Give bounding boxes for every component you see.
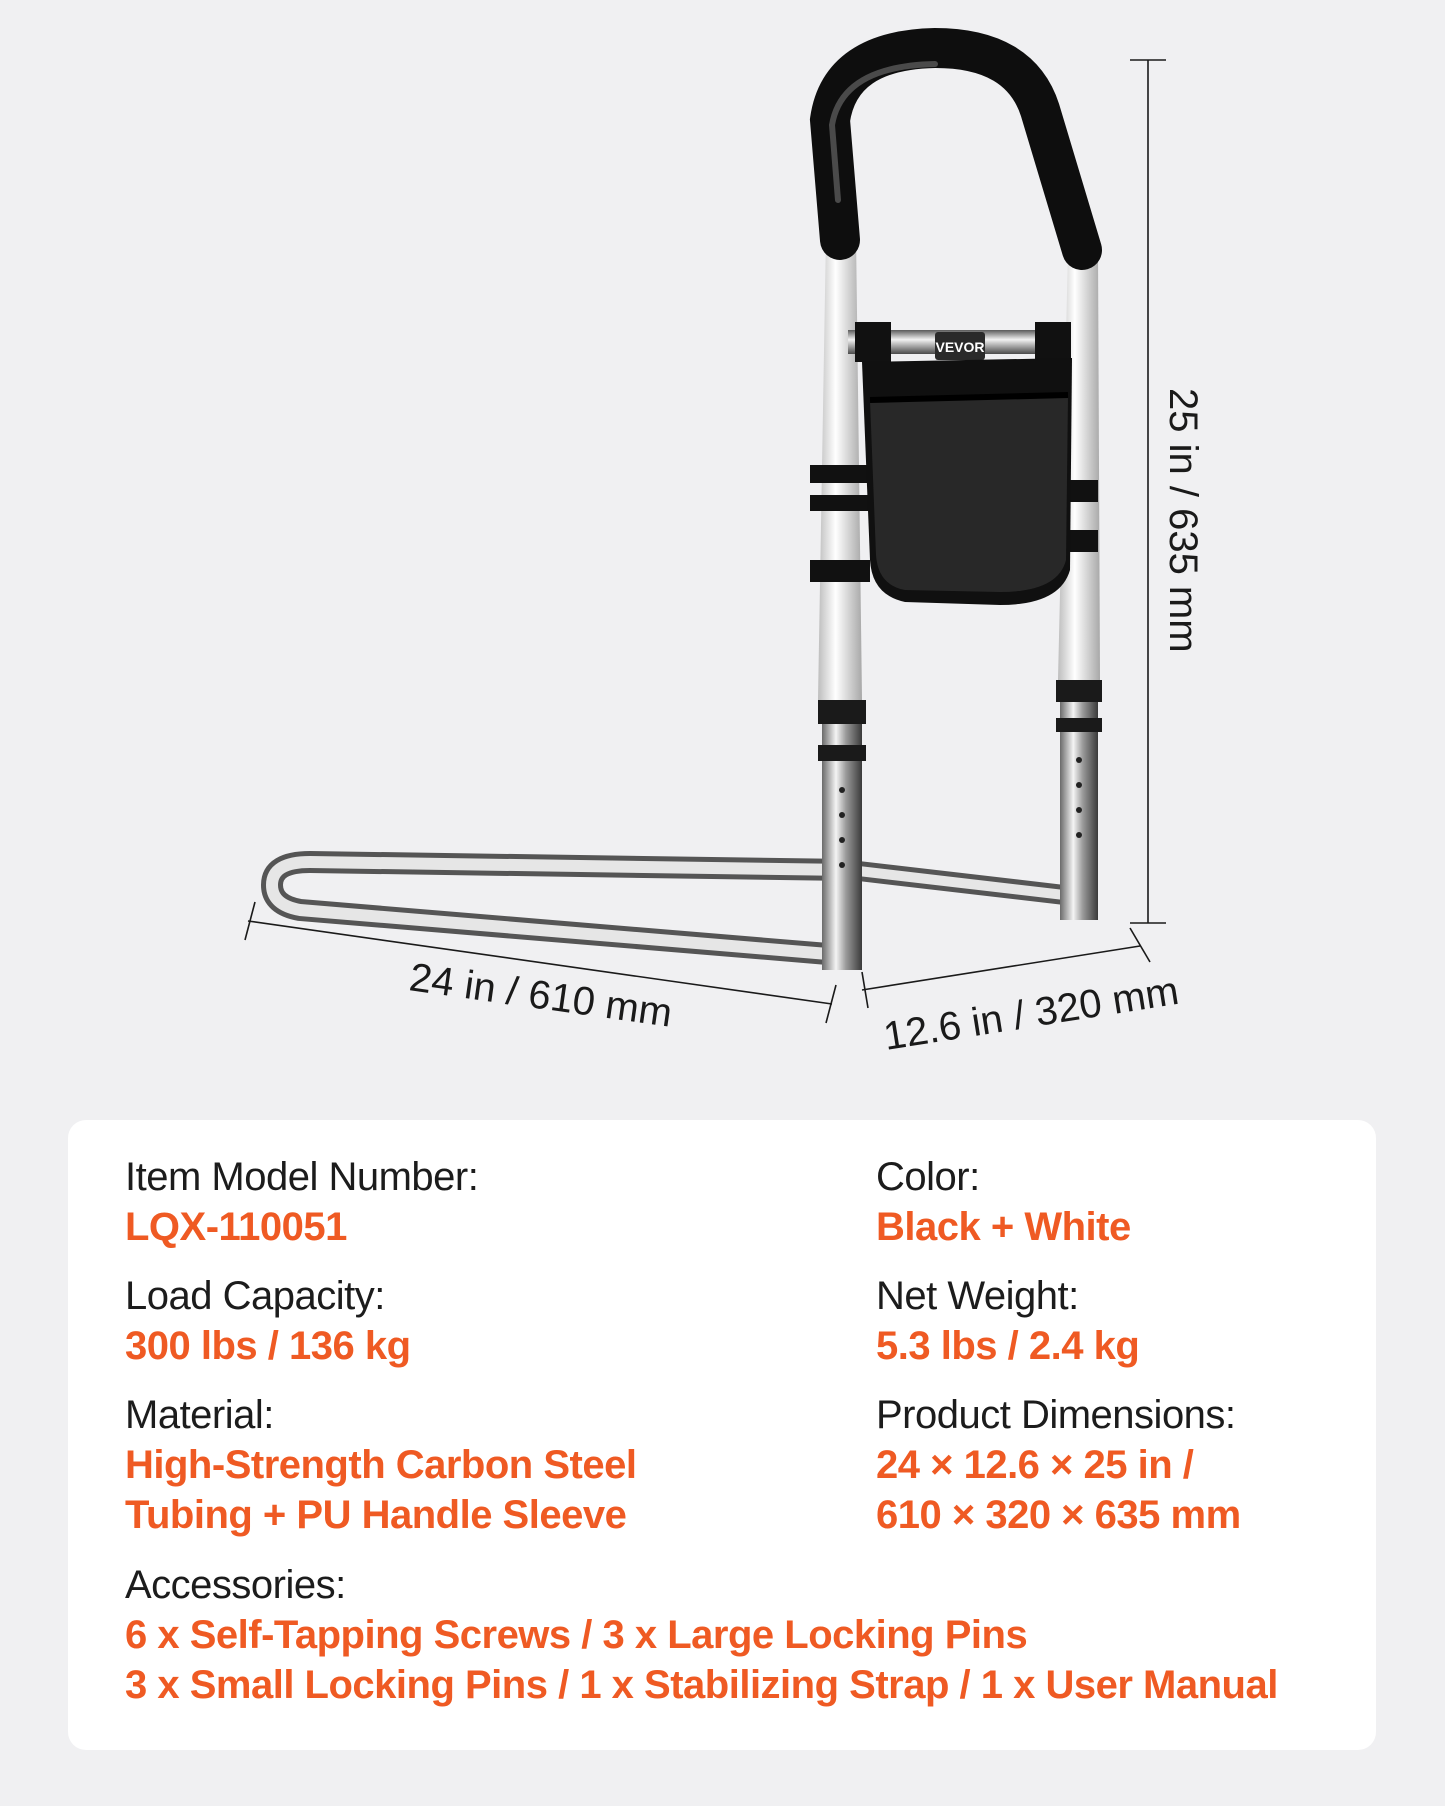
model-value: LQX-110051 bbox=[125, 1205, 347, 1249]
weight-value: 5.3 lbs / 2.4 kg bbox=[876, 1324, 1140, 1368]
material-label: Material: bbox=[125, 1393, 274, 1437]
spec-material bbox=[125, 1390, 636, 1540]
width-dimension-label: 12.6 in / 320 mm bbox=[880, 968, 1182, 1059]
model-label: Item Model Number: bbox=[125, 1155, 479, 1199]
storage-pocket bbox=[855, 322, 1072, 605]
dimensions-line: 24 × 12.6 × 25 in / bbox=[876, 1443, 1194, 1487]
accessories-line: 6 x Self-Tapping Screws / 3 x Large Locking Pins bbox=[125, 1613, 1028, 1657]
dimensions-value bbox=[876, 1440, 1241, 1540]
material-value bbox=[125, 1440, 636, 1540]
spec-card bbox=[68, 1120, 1376, 1750]
spec-accessories bbox=[125, 1560, 1278, 1710]
dimensions-label: Product Dimensions: bbox=[876, 1393, 1236, 1437]
spec-color bbox=[876, 1152, 1131, 1252]
material-line: High-Strength Carbon Steel bbox=[125, 1443, 637, 1487]
length-dimension-label: 24 in / 610 mm bbox=[406, 955, 675, 1036]
spec-model bbox=[125, 1152, 478, 1252]
load-value: 300 lbs / 136 kg bbox=[125, 1324, 411, 1368]
color-value: Black + White bbox=[876, 1205, 1131, 1249]
accessories-value bbox=[125, 1610, 1278, 1710]
lower-legs bbox=[818, 680, 1102, 970]
material-line: Tubing + PU Handle Sleeve bbox=[125, 1493, 627, 1537]
height-dimension-label: 25 in / 635 mm bbox=[1161, 388, 1205, 653]
spec-load bbox=[125, 1271, 411, 1371]
weight-label: Net Weight: bbox=[876, 1274, 1079, 1318]
color-label: Color: bbox=[876, 1155, 980, 1199]
brand-tag: VEVOR bbox=[935, 339, 985, 355]
load-label: Load Capacity: bbox=[125, 1274, 385, 1318]
accessories-line: 3 x Small Locking Pins / 1 x Stabilizing Strap / 1 x User Manual bbox=[125, 1663, 1278, 1707]
spec-weight bbox=[876, 1271, 1139, 1371]
foam-handle bbox=[830, 48, 1082, 250]
spec-dimensions bbox=[876, 1390, 1241, 1540]
dimensions-line: 610 × 320 × 635 mm bbox=[876, 1493, 1241, 1537]
accessories-label: Accessories: bbox=[125, 1563, 346, 1607]
